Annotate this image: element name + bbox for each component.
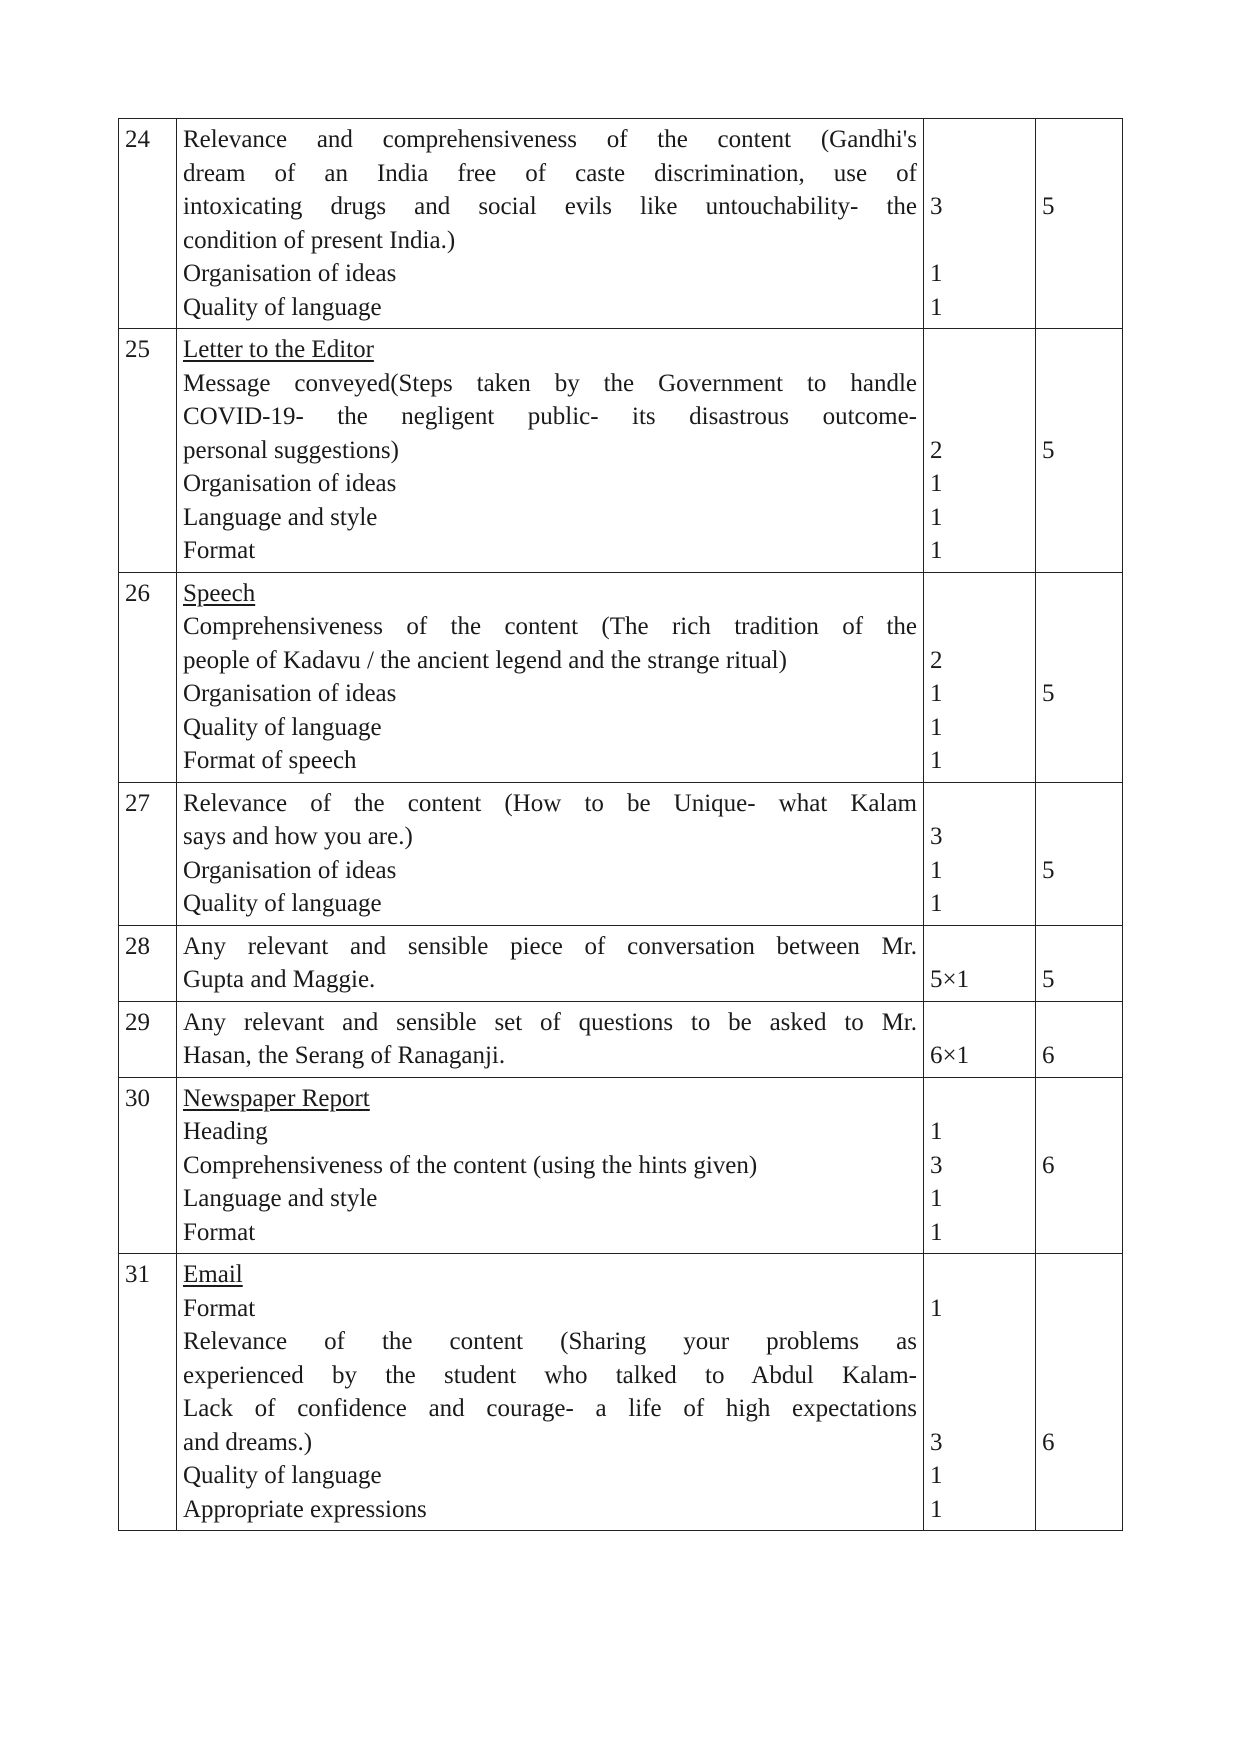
criteria-line: Language and style	[183, 1185, 378, 1212]
marks-cell	[924, 1077, 1036, 1254]
criteria-line: experienced by the student who talked to Abdul Kalam-	[183, 1361, 917, 1389]
total-cell	[1036, 329, 1123, 573]
criteria-line: condition of present India.)	[183, 226, 456, 254]
criteria-cell	[177, 329, 924, 573]
marks-cell	[924, 1001, 1036, 1077]
section-heading: Letter to the Editor	[183, 336, 374, 363]
mark-value	[930, 400, 1029, 434]
total-value: 6	[1042, 1151, 1055, 1179]
criteria-cell	[177, 1077, 924, 1254]
question-number: 30	[119, 1077, 177, 1254]
table-row	[119, 925, 1123, 1001]
criteria-line: Quality of language	[183, 1462, 382, 1489]
mark-value	[930, 930, 1029, 964]
criteria-line: Quality of language	[183, 713, 382, 741]
criteria-line: Organisation of ideas	[183, 470, 397, 497]
marks-cell	[924, 572, 1036, 782]
total-value: 6	[1042, 1428, 1055, 1456]
criteria-line: Comprehensiveness of the content (The rich tradition of the	[183, 613, 917, 640]
criteria-line: Lack of confidence and courage- a life of high expectations	[183, 1395, 917, 1422]
mark-value: 2	[930, 646, 943, 674]
total-cell	[1036, 572, 1123, 782]
mark-value: 1	[930, 890, 943, 917]
marking-scheme-table	[118, 118, 1123, 1531]
mark-value: 1	[930, 293, 943, 321]
criteria-line: Organisation of ideas	[183, 680, 397, 707]
mark-value: 3	[930, 193, 943, 220]
total-cell	[1036, 782, 1123, 925]
criteria-line: says and how you are.)	[183, 823, 413, 850]
marks-cell	[924, 119, 1036, 329]
question-number: 28	[119, 925, 177, 1001]
question-number: 31	[119, 1254, 177, 1531]
question-number: 27	[119, 782, 177, 925]
mark-value: 1	[930, 1495, 943, 1523]
criteria-line: Relevance of the content (Sharing your problems as	[183, 1328, 917, 1355]
mark-value: 1	[930, 1218, 943, 1246]
mark-value: 1	[930, 747, 943, 774]
criteria-line: Heading	[183, 1118, 268, 1145]
mark-value	[930, 1325, 1029, 1359]
question-number: 24	[119, 119, 177, 329]
criteria-line: Comprehensiveness of the content (using the hints given)	[183, 1151, 758, 1179]
mark-value: 1	[930, 680, 943, 707]
mark-value	[930, 123, 1029, 157]
mark-value	[930, 1258, 1029, 1292]
table-row	[119, 1001, 1123, 1077]
marks-cell	[924, 925, 1036, 1001]
mark-value: 1	[930, 537, 943, 564]
criteria-line: Organisation of ideas	[183, 260, 397, 287]
mark-value	[930, 1082, 1029, 1116]
mark-value: 1	[930, 1118, 943, 1145]
table-row	[119, 1077, 1123, 1254]
section-heading: Speech	[183, 579, 256, 607]
total-value: 5	[1042, 193, 1055, 220]
section-heading: Newspaper Report	[183, 1084, 370, 1112]
criteria-line: Any relevant and sensible set of questions to be asked to Mr.	[183, 1008, 917, 1036]
mark-value	[930, 577, 1029, 611]
total-cell	[1036, 1001, 1123, 1077]
criteria-cell	[177, 925, 924, 1001]
criteria-line: Hasan, the Serang of Ranaganji.	[183, 1042, 506, 1069]
criteria-line: people of Kadavu / the ancient legend and the strange ritual)	[183, 646, 787, 674]
criteria-line: Quality of language	[183, 890, 382, 917]
criteria-line: Relevance of the content (How to be Unique- what Kalam	[183, 789, 917, 817]
criteria-cell	[177, 782, 924, 925]
mark-value	[930, 224, 1029, 258]
total-value: 5	[1042, 436, 1055, 464]
marks-cell	[924, 329, 1036, 573]
criteria-cell	[177, 1001, 924, 1077]
criteria-line: Quality of language	[183, 293, 382, 321]
mark-value: 1	[930, 503, 943, 531]
mark-value	[930, 1392, 1029, 1426]
mark-value: 3	[930, 823, 943, 850]
mark-value	[930, 367, 1029, 401]
mark-value	[930, 787, 1029, 821]
criteria-line: personal suggestions)	[183, 436, 399, 464]
section-heading: Email	[183, 1261, 243, 1288]
criteria-line: Gupta and Maggie.	[183, 966, 376, 993]
criteria-cell	[177, 119, 924, 329]
marks-cell	[924, 1254, 1036, 1531]
table-row	[119, 1254, 1123, 1531]
total-cell	[1036, 1254, 1123, 1531]
mark-value: 1	[930, 1294, 943, 1322]
question-number: 29	[119, 1001, 177, 1077]
mark-value: 3	[930, 1428, 943, 1456]
mark-value: 1	[930, 1462, 943, 1489]
criteria-cell	[177, 1254, 924, 1531]
criteria-line: Relevance and comprehensiveness of the content (Gandhi's	[183, 126, 917, 153]
total-value: 6	[1042, 1042, 1055, 1069]
total-value: 5	[1042, 680, 1055, 707]
mark-value: 3	[930, 1151, 943, 1179]
mark-value: 1	[930, 856, 943, 884]
question-number: 25	[119, 329, 177, 573]
criteria-line: Format	[183, 537, 256, 564]
total-cell	[1036, 119, 1123, 329]
criteria-line: Any relevant and sensible piece of conversation between Mr.	[183, 932, 917, 960]
total-value: 5	[1042, 856, 1055, 884]
mark-value: 1	[930, 260, 943, 287]
total-value: 5	[1042, 966, 1055, 993]
criteria-line: Format	[183, 1218, 256, 1246]
total-cell	[1036, 1077, 1123, 1254]
table-row	[119, 329, 1123, 573]
mark-value	[930, 157, 1029, 191]
criteria-line: intoxicating drugs and social evils like untouchability- the	[183, 193, 917, 220]
table-row	[119, 572, 1123, 782]
mark-value	[930, 1359, 1029, 1393]
criteria-line: Organisation of ideas	[183, 856, 397, 884]
table-row	[119, 782, 1123, 925]
criteria-line: Message conveyed(Steps taken by the Government to handle	[183, 369, 917, 397]
mark-value	[930, 333, 1029, 367]
mark-value: 5×1	[930, 966, 970, 993]
criteria-line: Format of speech	[183, 747, 357, 774]
mark-value: 1	[930, 713, 943, 741]
criteria-cell	[177, 572, 924, 782]
marks-cell	[924, 782, 1036, 925]
mark-value	[930, 1006, 1029, 1040]
criteria-line: Format	[183, 1294, 256, 1322]
mark-value: 1	[930, 1185, 943, 1212]
criteria-line: Language and style	[183, 503, 378, 531]
table-row	[119, 119, 1123, 329]
mark-value: 6×1	[930, 1042, 970, 1069]
criteria-line: COVID-19- the negligent public- its disastrous outcome-	[183, 403, 917, 430]
criteria-line: and dreams.)	[183, 1428, 313, 1456]
question-number: 26	[119, 572, 177, 782]
mark-value: 2	[930, 436, 943, 464]
criteria-line: dream of an India free of caste discrimination, use of	[183, 159, 917, 187]
criteria-line: Appropriate expressions	[183, 1495, 427, 1523]
total-cell	[1036, 925, 1123, 1001]
mark-value	[930, 610, 1029, 644]
mark-value: 1	[930, 470, 943, 497]
